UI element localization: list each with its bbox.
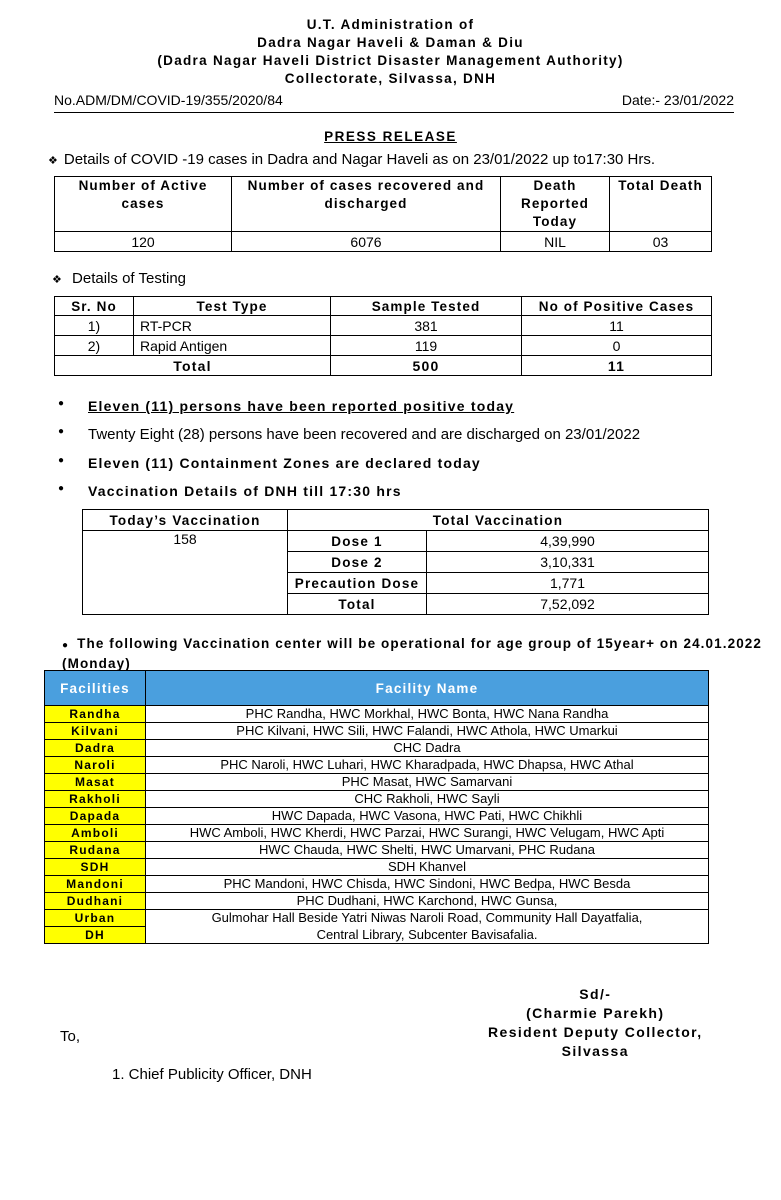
document-date: Date:- 23/01/2022: [621, 92, 734, 108]
testing-table: [54, 296, 712, 376]
sr-no: 2): [55, 336, 134, 356]
col-active-cases: Number of Active cases: [55, 177, 232, 232]
vaccination-table: [82, 509, 709, 615]
facility-name: PHC Naroli, HWC Luhari, HWC Kharadpada, HWC Dhapsa, HWC Athal: [146, 757, 709, 774]
facility-name: Central Library, Subcenter Bavisafalia.: [146, 927, 709, 944]
col-recovered: Number of cases recovered and discharged: [232, 177, 501, 232]
table-row: [45, 723, 709, 740]
facility-name: SDH Khanvel: [146, 859, 709, 876]
facility-name: PHC Mandoni, HWC Chisda, HWC Sindoni, HWC Bedpa, HWC Besda: [146, 876, 709, 893]
signature-sd: Sd/-: [579, 986, 612, 1002]
death-today-value: NIL: [501, 232, 610, 252]
total-label: Total: [55, 356, 331, 376]
total-positive: 11: [522, 356, 712, 376]
today-vaccination-value: 158: [83, 531, 288, 615]
signatory-designation: Resident Deputy Collector,: [488, 1024, 703, 1040]
letterhead: [0, 16, 781, 88]
signatory-place: Silvassa: [561, 1043, 629, 1059]
block-name: SDH: [45, 859, 146, 876]
col-test-type: Test Type: [134, 297, 331, 316]
testing-intro: ❖ Details of Testing: [52, 270, 186, 287]
dose-value: 7,52,092: [427, 594, 709, 615]
table-row: [45, 791, 709, 808]
facility-name: CHC Dadra: [146, 740, 709, 757]
col-death-today: Death Reported Today: [501, 177, 610, 232]
facility-name: PHC Randha, HWC Morkhal, HWC Bonta, HWC Nana Randha: [146, 706, 709, 723]
header-line-2: Dadra Nagar Haveli & Daman & Diu: [257, 35, 524, 50]
block-name: Randha: [45, 706, 146, 723]
table-row: [45, 876, 709, 893]
col-sample-tested: Sample Tested: [331, 297, 522, 316]
sr-no: 1): [55, 316, 134, 336]
table-row: [55, 316, 712, 336]
block-name: Urban: [45, 910, 146, 927]
header-line-1: U.T. Administration of: [306, 17, 475, 32]
bullet-icon: ●: [62, 640, 70, 651]
block-name: DH: [45, 927, 146, 944]
block-name: Kilvani: [45, 723, 146, 740]
block-name: Amboli: [45, 825, 146, 842]
block-name: Masat: [45, 774, 146, 791]
facility-name: HWC Chauda, HWC Shelti, HWC Umarvani, PHC Rudana: [146, 842, 709, 859]
signature-block: [488, 985, 703, 1061]
facilities-table: [44, 670, 709, 944]
block-name: Rakholi: [45, 791, 146, 808]
table-row: [45, 706, 709, 723]
facility-name: PHC Masat, HWC Samarvani: [146, 774, 709, 791]
bullet-icon: ●: [58, 426, 65, 437]
col-total-death: Total Death: [610, 177, 712, 232]
table-row: [83, 531, 709, 552]
test-type: Rapid Antigen: [134, 336, 331, 356]
dose-value: 1,771: [427, 573, 709, 594]
table-row: [45, 927, 709, 944]
today-vaccination-header: Today’s Vaccination: [83, 510, 288, 531]
total-death-value: 03: [610, 232, 712, 252]
sample-tested: 381: [331, 316, 522, 336]
table-row: [45, 740, 709, 757]
table-row: [45, 910, 709, 927]
to-label: To,: [60, 1028, 81, 1045]
table-row: [45, 893, 709, 910]
dose-label: Dose 2: [288, 552, 427, 573]
vaccination-center-note: ● The following Vaccination center will be operational for age group of 15year+ on 24.01.2022 (Monday): [62, 636, 763, 671]
block-name: Mandoni: [45, 876, 146, 893]
table-row: [45, 842, 709, 859]
covid-intro: ❖ Details of COVID -19 cases in Dadra and Nagar Haveli as on 23/01/2022 up to17:30 Hrs.: [48, 151, 656, 168]
facility-name: CHC Rakholi, HWC Sayli: [146, 791, 709, 808]
bullet-icon: ●: [58, 455, 65, 466]
table-row: [55, 336, 712, 356]
recipient: 1. Chief Publicity Officer, DNH: [112, 1066, 312, 1083]
col-positive-cases: No of Positive Cases: [522, 297, 712, 316]
total-row: [55, 356, 712, 376]
covid-cases-table: [54, 176, 712, 252]
reference-number: No.ADM/DM/COVID-19/355/2020/84: [54, 92, 283, 108]
table-row: [45, 757, 709, 774]
table-row: [45, 825, 709, 842]
bullet-icon: ●: [58, 483, 65, 494]
facility-name: HWC Dapada, HWC Vasona, HWC Pati, HWC Chikhli: [146, 808, 709, 825]
diamond-bullet-icon: ❖: [48, 155, 58, 167]
positive-cases: 0: [522, 336, 712, 356]
total-vaccination-header: Total Vaccination: [288, 510, 709, 531]
positive-cases: 11: [522, 316, 712, 336]
col-facility-name: Facility Name: [146, 671, 709, 706]
bullet-icon: ●: [58, 398, 65, 409]
block-name: Naroli: [45, 757, 146, 774]
facility-name: HWC Amboli, HWC Kherdi, HWC Parzai, HWC Surangi, HWC Velugam, HWC Apti: [146, 825, 709, 842]
col-sr-no: Sr. No: [55, 297, 134, 316]
facility-name: PHC Dudhani, HWC Karchond, HWC Gunsa,: [146, 893, 709, 910]
total-tested: 500: [331, 356, 522, 376]
dose-label: Total: [288, 594, 427, 615]
facility-name: PHC Kilvani, HWC Sili, HWC Falandi, HWC Athola, HWC Umarkui: [146, 723, 709, 740]
signatory-name: (Charmie Parekh): [526, 1005, 665, 1021]
col-facilities: Facilities: [45, 671, 146, 706]
diamond-bullet-icon: ❖: [52, 274, 62, 286]
block-name: Dapada: [45, 808, 146, 825]
dose-label: Dose 1: [288, 531, 427, 552]
table-row: [45, 859, 709, 876]
active-cases-value: 120: [55, 232, 232, 252]
block-name: Dudhani: [45, 893, 146, 910]
block-name: Rudana: [45, 842, 146, 859]
header-line-3: (Dadra Nagar Haveli District Disaster Management Authority): [157, 53, 624, 68]
facility-name: Gulmohar Hall Beside Yatri Niwas Naroli Road, Community Hall Dayatfalia,: [146, 910, 709, 927]
dose-label: Precaution Dose: [288, 573, 427, 594]
sample-tested: 119: [331, 336, 522, 356]
header-line-4: Collectorate, Silvassa, DNH: [284, 71, 497, 86]
table-row: [45, 774, 709, 791]
press-release-title: PRESS RELEASE: [324, 129, 457, 144]
test-type: RT-PCR: [134, 316, 331, 336]
recovered-value: 6076: [232, 232, 501, 252]
reference-line: [54, 92, 734, 113]
block-name: Dadra: [45, 740, 146, 757]
table-row: [45, 808, 709, 825]
dose-value: 3,10,331: [427, 552, 709, 573]
dose-value: 4,39,990: [427, 531, 709, 552]
